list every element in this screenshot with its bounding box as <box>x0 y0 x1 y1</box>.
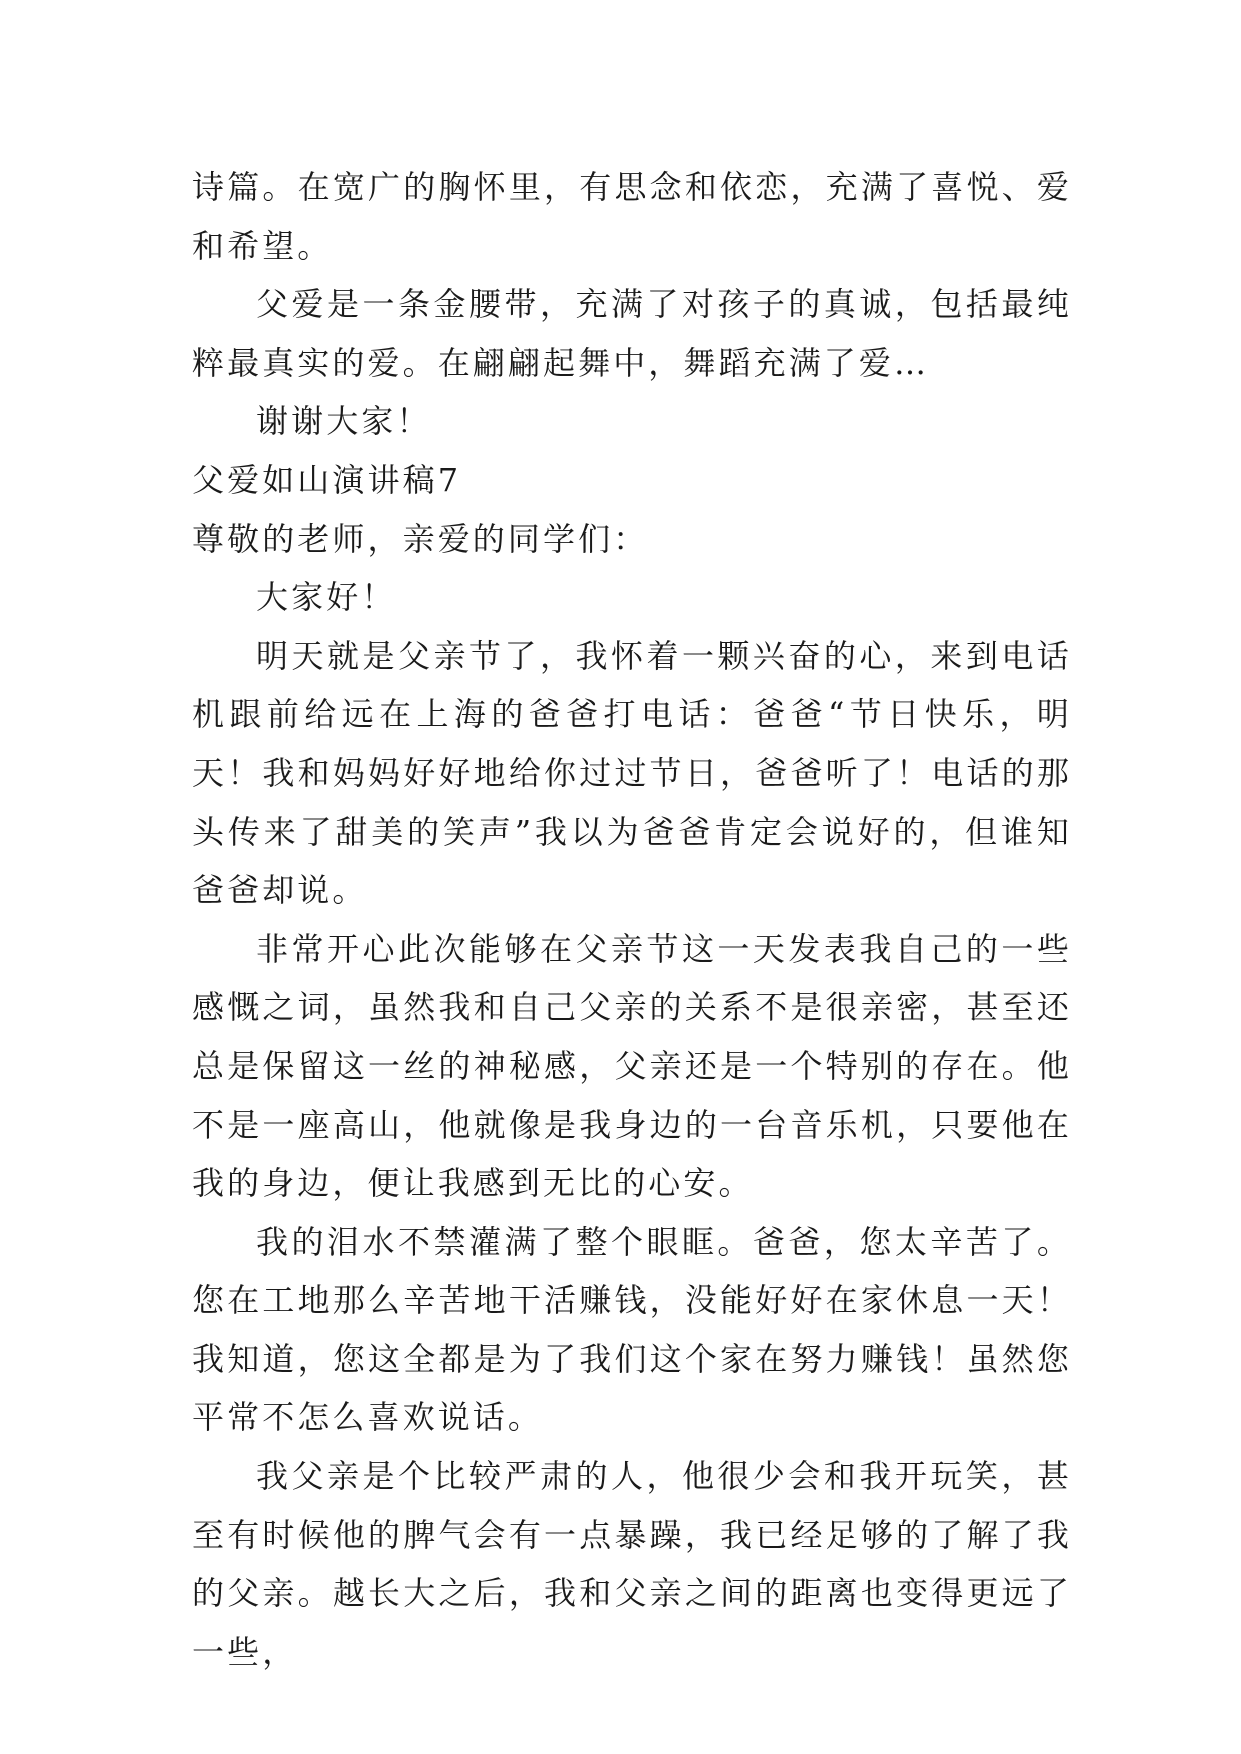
salutation: 尊敬的老师，亲爱的同学们： <box>192 519 649 558</box>
paragraph-phone-call: 明天就是父亲节了，我怀着一颗兴奋的心，来到电话机跟前给远在上海的爸爸打电话：爸爸“节日快乐，明天！我和妈妈好好地给你过过节日，爸爸听了！电话的那头传来了甜美的笑声”我以为爸爸肯定会说好的，但谁知爸爸却说。 <box>192 636 1072 910</box>
paragraph-serious-father: 我父亲是个比较严肃的人，他很少会和我开玩笑，甚至有时候他的脾气会有一点暴躁，我已经足够的了解了我的父亲。越长大之后，我和父亲之间的距离也变得更远了一些， <box>192 1457 1072 1671</box>
paragraph-golden-belt: 父爱是一条金腰带，充满了对孩子的真诚，包括最纯粹最真实的爱。在翩翩起舞中，舞蹈充满了爱… <box>192 285 1072 382</box>
greeting: 大家好！ <box>256 578 397 617</box>
paragraph-poem-ending: 诗篇。在宽广的胸怀里，有思念和依恋，充满了喜悦、爱和希望。 <box>192 168 1072 265</box>
paragraph-thanks: 谢谢大家！ <box>256 402 432 441</box>
paragraph-fathers-day: 非常开心此次能够在父亲节这一天发表我自己的一些感慨之词，虽然我和自己父亲的关系不是很亲密，甚至还总是保留这一丝的神秘感，父亲还是一个特别的存在。他不是一座高山，他就像是我身边的一台音乐机，只要他在我的身边，便让我感到无比的心安。 <box>192 929 1072 1203</box>
section-title: 父爱如山演讲稿7 <box>192 460 462 499</box>
document-body <box>192 158 1072 1681</box>
paragraph-tears: 我的泪水不禁灌满了整个眼眶。爸爸，您太辛苦了。您在工地那么辛苦地干活赚钱，没能好好在家休息一天！我知道，您这全都是为了我们这个家在努力赚钱！虽然您平常不怎么喜欢说话。 <box>192 1222 1072 1437</box>
